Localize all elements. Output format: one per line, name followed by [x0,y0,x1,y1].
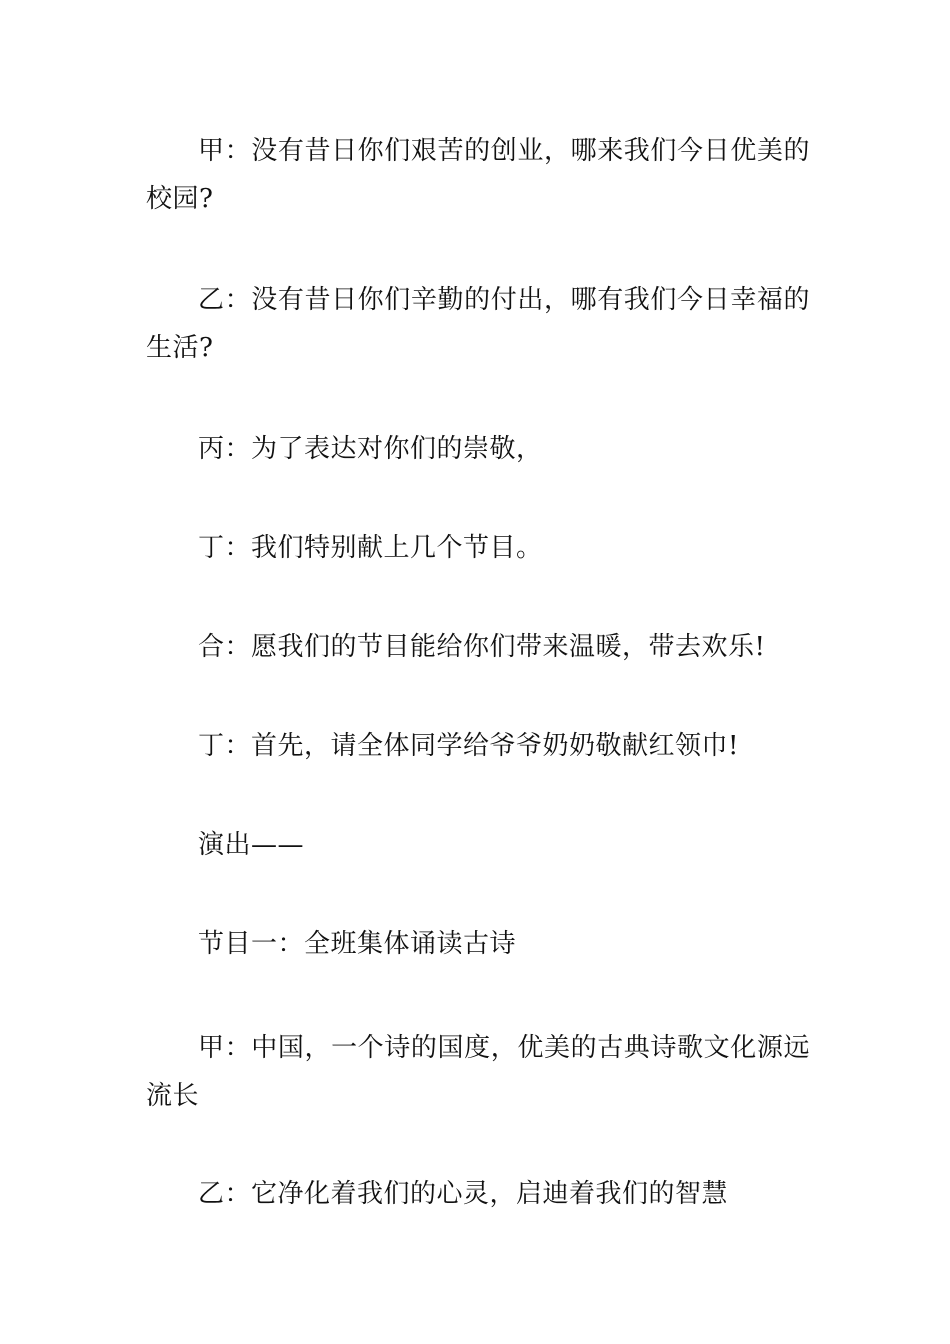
paragraph-jia-1: 甲：没有昔日你们艰苦的创业，哪来我们今日优美的校园? [146,136,810,214]
paragraph-yi-2: 乙：它净化着我们的心灵，启迪着我们的智慧 [198,1179,729,1209]
paragraph-yi-1: 乙：没有昔日你们辛勤的付出，哪有我们今日幸福的生活? [146,285,810,363]
paragraph-bing-1: 丙：为了表达对你们的崇敬， [198,434,543,464]
paragraph-jia-2: 甲：中国，一个诗的国度，优美的古典诗歌文化源远流长 [146,1033,810,1111]
paragraph-he-1: 合：愿我们的节目能给你们带来温暖，带去欢乐! [198,632,766,662]
paragraph-performance: 演出—— [198,830,305,860]
paragraph-ding-2: 丁：首先，请全体同学给爷爷奶奶敬献红领巾! [198,731,739,761]
paragraph-program-one: 节目一：全班集体诵读古诗 [198,929,517,959]
paragraph-ding-1: 丁：我们特别献上几个节目。 [198,533,543,563]
